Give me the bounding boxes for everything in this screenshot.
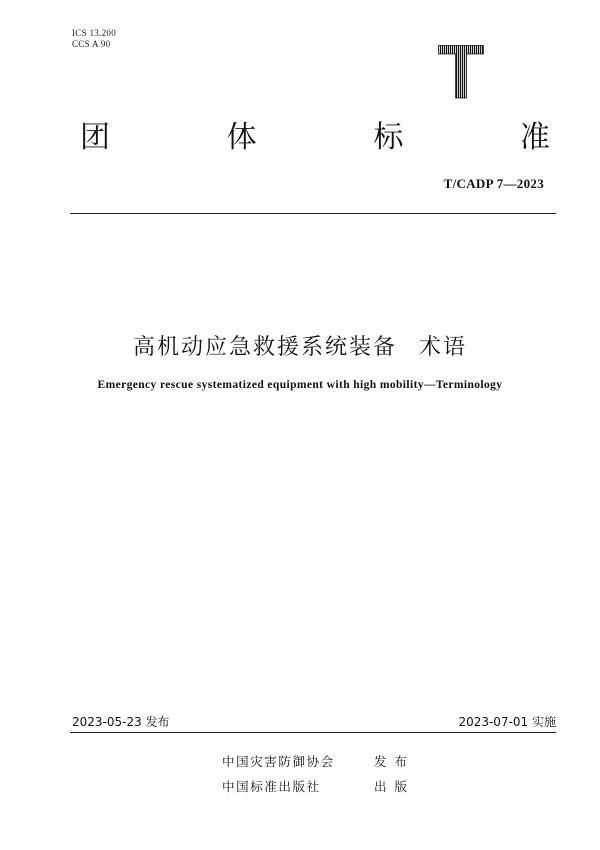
standard-type-heading	[80, 118, 550, 158]
printer-org: 中国标准出版社	[222, 779, 321, 794]
publisher-row	[222, 752, 422, 768]
standard-type-char: 体	[226, 120, 257, 155]
publisher-org: 中国灾害防御协会	[222, 754, 335, 769]
publisher-role: 发布	[374, 754, 416, 769]
english-title: Emergency rescue systematized equipment with high mobility—Terminology	[97, 379, 503, 391]
implementation-date: 2023-07-01 实施	[458, 715, 556, 729]
chinese-title-main: 高机动应急救援系统装备	[132, 335, 397, 360]
standard-code: T/CADP 7—2023	[443, 176, 544, 191]
issue-date: 2023-05-23 发布	[72, 715, 170, 729]
ics-code: ICS 13.200	[72, 28, 117, 38]
ccs-code: CCS A 90	[72, 39, 111, 49]
printer-row	[222, 777, 422, 793]
standard-type-char: 准	[519, 120, 550, 155]
standard-type-char: 团	[80, 120, 110, 155]
printer-role: 出版	[374, 779, 416, 794]
svg-text:T: T	[437, 38, 485, 100]
chinese-title-sub: 术语	[419, 335, 468, 360]
classification-codes	[72, 28, 116, 50]
standard-type-char: 标	[373, 120, 404, 155]
top-divider	[70, 213, 556, 214]
chinese-title	[0, 330, 600, 361]
standard-letter-logo	[436, 38, 486, 100]
bottom-divider	[70, 732, 556, 733]
